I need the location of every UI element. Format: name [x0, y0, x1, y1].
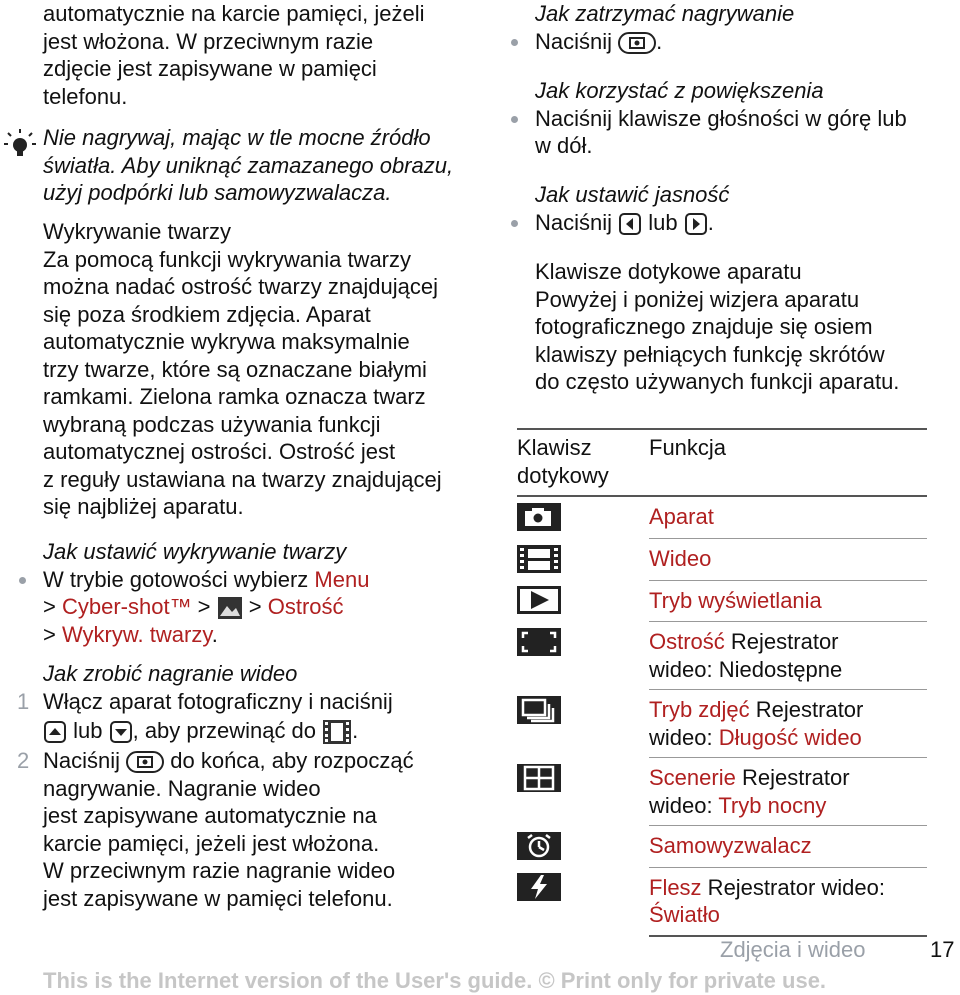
- video-mode-icon: [322, 719, 352, 745]
- nav-up-icon: [43, 720, 67, 744]
- watermark: This is the Internet version of the User's guide. © Print only for private use.: [43, 968, 827, 993]
- brightness-section: Jak ustawić jasność Naciśnij lub .: [535, 182, 730, 235]
- zoom-section: Jak korzystać z powiększenia Naciśnij klawisze głośności w górę lub w dół.: [535, 78, 907, 158]
- table-row: Flesz Rejestrator wideo: Światło: [517, 867, 927, 936]
- howto-heading: Jak ustawić wykrywanie twarzy: [43, 539, 347, 564]
- howto-heading: Jak zrobić nagranie wideo: [43, 661, 298, 686]
- focus-icon: [517, 627, 561, 657]
- page-number: 17: [930, 937, 955, 962]
- touch-keys-table: [517, 428, 927, 937]
- intro-paragraph: automatycznie na karcie pamięci, jeżeli jest włożona. W przeciwnym razie zdjęcie jest zapisywane w pamięci telefonu.: [43, 1, 425, 109]
- table-row: Aparat: [517, 496, 927, 539]
- shoot-mode-icon: [517, 695, 561, 725]
- table-row: Scenerie Rejestrator wideo: Tryb nocny: [517, 758, 927, 826]
- tip-note: Nie nagrywaj, mając w tle mocne źródło światła. Aby uniknąć zamazanego obrazu, użyj podpórki lub samowyzwalacza.: [43, 125, 454, 205]
- table-row: Ostrość Rejestrator wideo: Niedostępne: [517, 622, 927, 690]
- set-face-detection: Jak ustawić wykrywanie twarzy W trybie gotowości wybierz Menu > Cyber-shot™ > > Ostrość > Wykryw. twarzy.: [43, 539, 370, 647]
- footer-section-title: Zdjęcia i wideo: [720, 937, 866, 962]
- table-row: Tryb zdjęć Rejestrator wideo: Długość wideo: [517, 690, 927, 758]
- menu-link: Menu: [314, 566, 370, 592]
- camera-icon: [517, 502, 561, 532]
- lightbulb-icon: [3, 128, 37, 158]
- camera-key-icon: [126, 750, 164, 774]
- nav-down-icon: [109, 720, 133, 744]
- flash-icon: [517, 872, 561, 902]
- image-mode-icon: [217, 596, 243, 620]
- table-header: Klawisz dotykowy Funkcja: [517, 435, 727, 488]
- table-row: Tryb wyświetlania: [517, 580, 927, 622]
- touch-keys-section: Klawisze dotykowe aparatu Powyżej i poniżej wizjera aparatu fotograficznego znajduje się osiem klawiszy pełniących funkcję skrótów do często używanych funkcji aparatu.: [535, 259, 900, 394]
- record-video-section: Jak zrobić nagranie wideo 1 Włącz aparat fotograficzny i naciśnij lub , aby przewinąć do . 2 Naciśnij do końca, aby rozpocząć nagrywanie. Nagranie wideo jest zapisywane automatycznie na karcie pamięci, jeżeli jest włożona. W przeciwnym razie nagranie wideo jest zapisywane w pamięci telefonu.: [17, 661, 414, 911]
- nav-left-icon: [618, 212, 642, 236]
- scenes-icon: [517, 763, 561, 793]
- howto-heading: Jak korzystać z powiększenia: [535, 78, 824, 103]
- howto-heading: Jak ustawić jasność: [535, 182, 730, 207]
- section-heading: Klawisze dotykowe aparatu: [535, 259, 802, 284]
- film-icon: [517, 544, 561, 574]
- timer-icon: [517, 831, 561, 861]
- stop-recording-section: Jak zatrzymać nagrywanie Naciśnij .: [535, 1, 795, 54]
- howto-heading: Jak zatrzymać nagrywanie: [535, 1, 795, 26]
- table-row: Samowyzwalacz: [517, 826, 927, 868]
- face-detection-section: Wykrywanie twarzy Za pomocą funkcji wykrywania twarzy można nadać ostrość twarzy znajdującej się poza środkiem zdjęcia. Aparat automatycznie wykrywa maksymalnie trzy twarze, które są oznaczane białymi ramkami. Zielona ramka oznacza twarz wybraną podczas używania funkcji automatycznej ostrości. Ostrość jest z reguły ustawiana na twarzy znajdującej się najbliżej aparatu.: [43, 219, 442, 519]
- section-heading: Wykrywanie twarzy: [43, 219, 232, 244]
- camera-key-icon: [618, 31, 656, 55]
- nav-right-icon: [684, 212, 708, 236]
- table-row: Wideo: [517, 539, 927, 581]
- play-icon: [517, 585, 561, 615]
